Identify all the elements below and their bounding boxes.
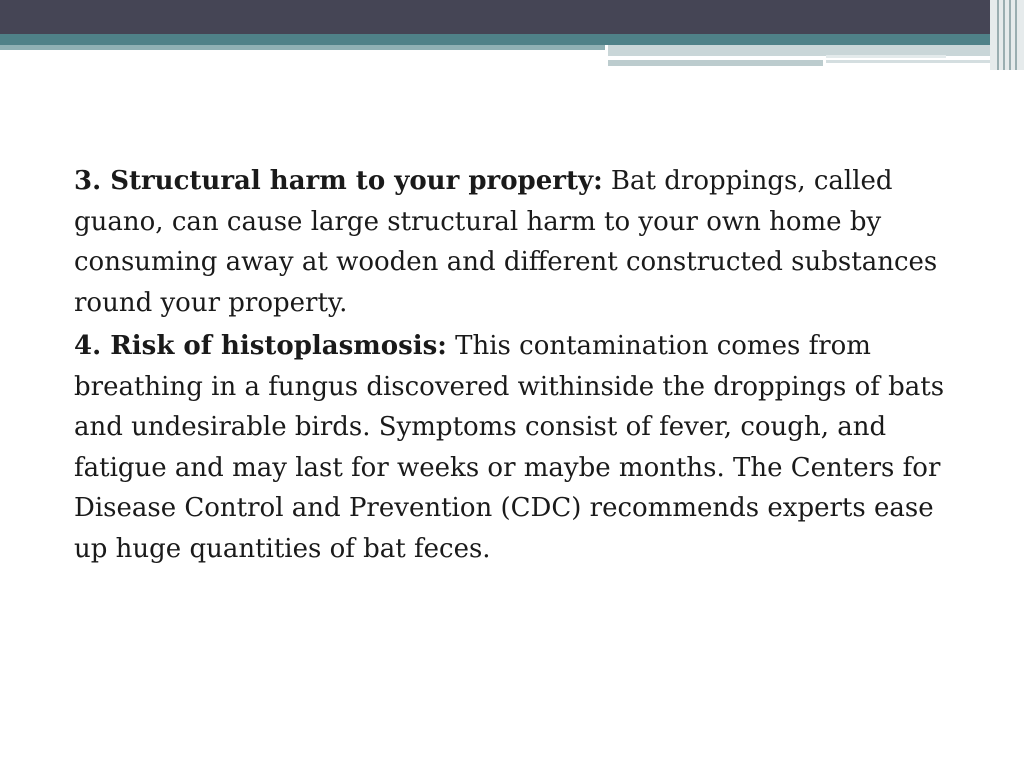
header-stripe-accent — [608, 60, 823, 66]
header-bar-dark — [0, 0, 1024, 34]
header-vertical-line — [1015, 0, 1017, 70]
header-stripe-light — [0, 45, 605, 50]
slide-body — [74, 161, 954, 572]
header-vertical-line — [1009, 0, 1011, 70]
point-histoplasmosis — [74, 326, 954, 569]
point-heading: 4. Risk of histoplasmosis: — [74, 331, 447, 361]
point-heading: 3. Structural harm to your property: — [74, 166, 603, 196]
header-stripe-faint — [826, 55, 946, 58]
header-bar-teal — [0, 34, 1000, 45]
header-corner-panel — [990, 0, 1024, 70]
point-body: Bat droppings, called guano, can cause large structural harm to your own home by consuming away at wooden and different constructed substances round your property. — [74, 166, 938, 318]
header-stripe-thin — [826, 60, 996, 63]
point-structural-harm — [74, 161, 954, 323]
header-vertical-line — [997, 0, 999, 70]
point-body: This contamination comes from breathing in a fungus discovered withinside the droppings of bats and undesirable birds. Symptoms consist of fever, cough, and fatigue and may last for weeks or maybe months. The Centers for Disease Control and Prevention (CDC) recommends experts ease up huge quantities of bat feces. — [74, 331, 945, 564]
header-vertical-line — [1003, 0, 1005, 70]
